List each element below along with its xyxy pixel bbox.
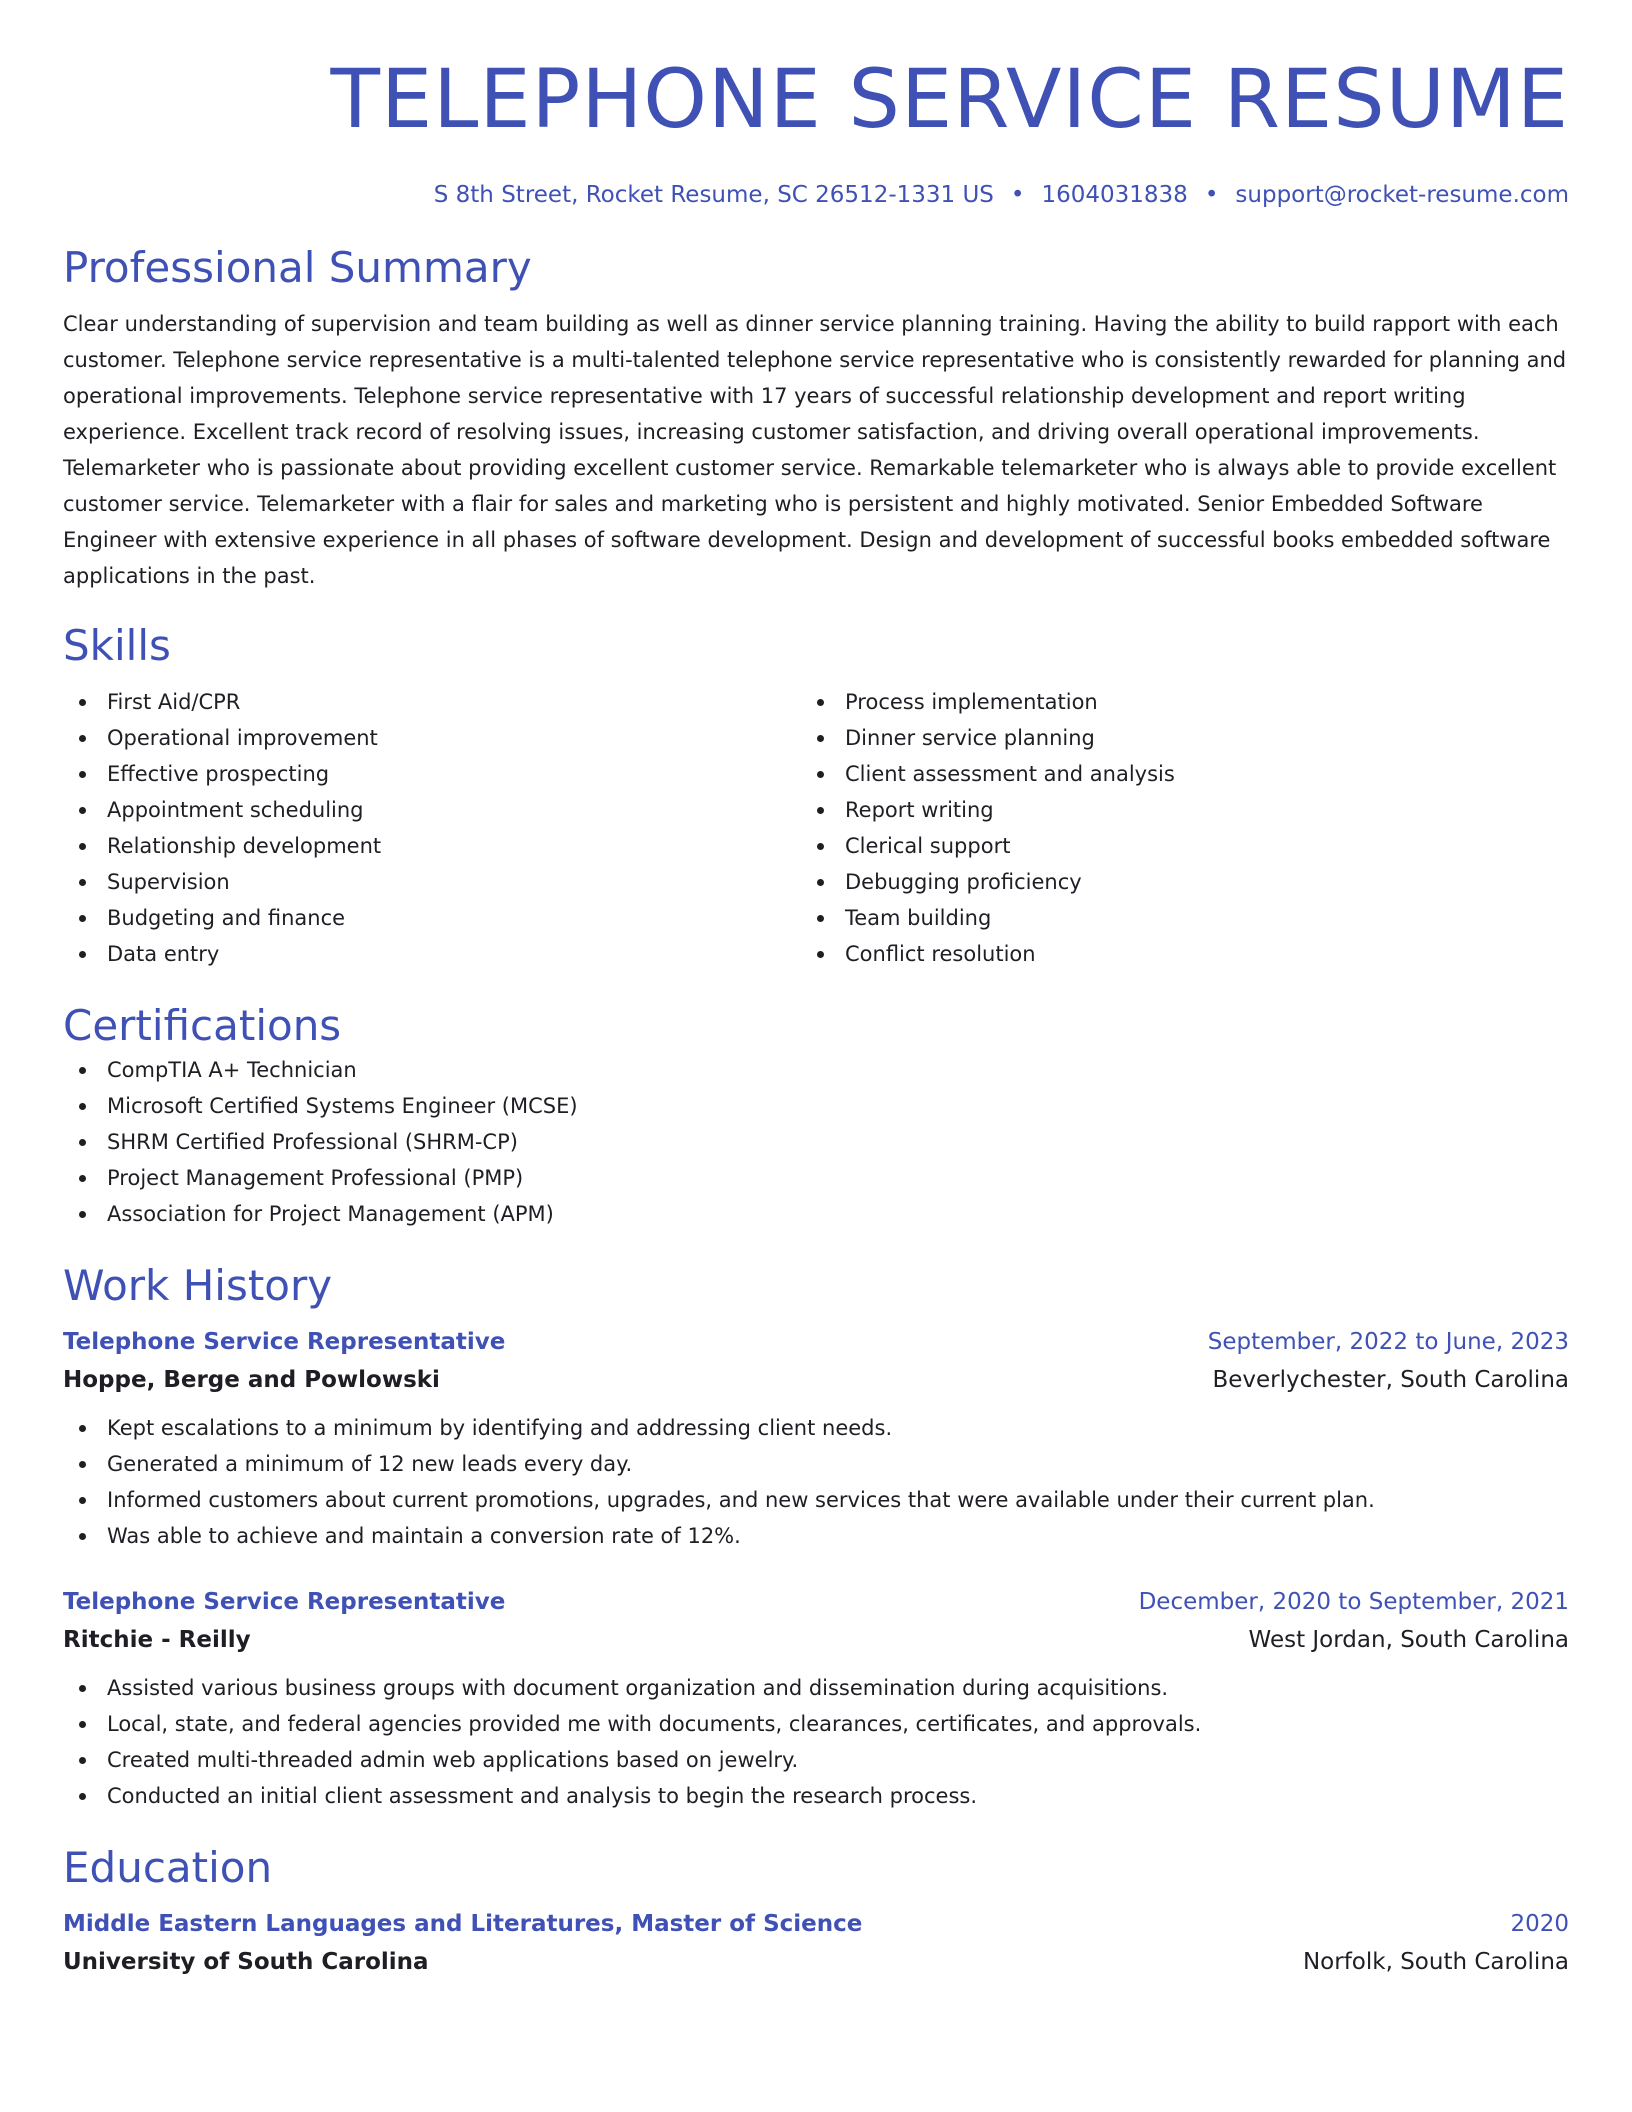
skill-item: Process implementation (801, 684, 1539, 720)
skill-item: Appointment scheduling (63, 792, 801, 828)
job-bullet: Local, state, and federal agencies provided me with documents, clearances, certificates, and approvals. (63, 1706, 1569, 1742)
contact-separator: • (1010, 182, 1025, 208)
contact-phone: 1604031838 (1041, 182, 1188, 208)
certifications-section (63, 1000, 1569, 1232)
certification-item: Project Management Professional (PMP) (63, 1160, 1569, 1196)
skill-item: First Aid/CPR (63, 684, 801, 720)
job-location: West Jordan, South Carolina (1248, 1627, 1569, 1653)
work-history-section (63, 1260, 1569, 1814)
skills-grid (63, 684, 1569, 972)
skill-item: Data entry (63, 936, 801, 972)
job-header-row (63, 1584, 1569, 1620)
job-bullet: Assisted various business groups with document organization and dissemination during acquisitions. (63, 1670, 1569, 1706)
skill-item: Conflict resolution (801, 936, 1539, 972)
education-heading: Education (63, 1843, 273, 1892)
job-bullets (63, 1670, 1569, 1814)
education-school: University of South Carolina (63, 1949, 429, 1975)
skill-item: Operational improvement (63, 720, 801, 756)
certification-item: CompTIA A+ Technician (63, 1052, 1569, 1088)
skills-heading: Skills (63, 621, 171, 670)
skill-item: Supervision (63, 864, 801, 900)
certification-item: Microsoft Certified Systems Engineer (MCSE) (63, 1088, 1569, 1124)
education-location: Norfolk, South Carolina (1302, 1949, 1569, 1975)
job-location: Beverlychester, South Carolina (1212, 1367, 1569, 1393)
summary-heading: Professional Summary (63, 243, 532, 292)
skill-item: Team building (801, 900, 1539, 936)
skills-list-left (63, 684, 801, 972)
job-bullet: Informed customers about current promotions, upgrades, and new services that were available under their current plan. (63, 1482, 1569, 1518)
job-entry (63, 1584, 1569, 1814)
job-bullet: Conducted an initial client assessment and analysis to begin the research process. (63, 1778, 1569, 1814)
skill-item: Budgeting and finance (63, 900, 801, 936)
job-title: Telephone Service Representative (63, 1589, 506, 1615)
education-section (63, 1842, 1569, 1982)
certifications-heading: Certifications (63, 1001, 342, 1050)
skills-section (63, 620, 1569, 972)
job-bullet: Was able to achieve and maintain a conversion rate of 12%. (63, 1518, 1569, 1554)
job-company: Hoppe, Berge and Powlowski (63, 1367, 440, 1393)
summary-section (63, 242, 1569, 594)
education-school-row (63, 1942, 1569, 1982)
job-header-row (63, 1324, 1569, 1360)
job-bullet: Kept escalations to a minimum by identifying and addressing client needs. (63, 1410, 1569, 1446)
work-history-heading: Work History (63, 1261, 333, 1310)
skill-item: Relationship development (63, 828, 801, 864)
job-dates: September, 2022 to June, 2023 (1207, 1329, 1569, 1355)
job-bullet: Created multi-threaded admin web applications based on jewelry. (63, 1742, 1569, 1778)
job-company: Ritchie - Reilly (63, 1627, 251, 1653)
job-bullet: Generated a minimum of 12 new leads every day. (63, 1446, 1569, 1482)
contact-line (63, 180, 1569, 210)
certification-item: SHRM Certified Professional (SHRM-CP) (63, 1124, 1569, 1160)
job-title: Telephone Service Representative (63, 1329, 506, 1355)
resume-title: TELEPHONE SERVICE RESUME (330, 53, 1569, 147)
skill-item: Clerical support (801, 828, 1539, 864)
summary-text: Clear understanding of supervision and team building as well as dinner service planning training. Having the ability to build rapport with each customer. Telephone service representative is a multi-talented telephone service representative who is consistently rewarded for planning and operational improvements. Telephone service representative with 17 years of successful relationship development and report writing experience. Excellent track record of resolving issues, increasing customer satisfaction, and driving overall operational improvements. Telemarketer who is passionate about providing excellent customer service. Remarkable telemarketer who is always able to provide excellent customer service. Telemarketer with a flair for sales and marketing who is persistent and highly motivated. Senior Embedded Software Engineer with extensive experience in all phases of software development. Design and development of successful books embedded software applications in the past. (63, 312, 1567, 588)
job-dates: December, 2020 to September, 2021 (1138, 1589, 1569, 1615)
skill-item: Dinner service planning (801, 720, 1539, 756)
contact-separator: • (1204, 182, 1219, 208)
certification-item: Association for Project Management (APM) (63, 1196, 1569, 1232)
education-degree-row (63, 1906, 1569, 1942)
skills-list-right (801, 684, 1539, 972)
contact-email: support@rocket-resume.com (1235, 182, 1569, 208)
resume-header (63, 52, 1569, 210)
skill-item: Report writing (801, 792, 1539, 828)
skill-item: Debugging proficiency (801, 864, 1539, 900)
education-degree: Middle Eastern Languages and Literatures, Master of Science (63, 1911, 863, 1937)
job-bullets (63, 1410, 1569, 1554)
skill-item: Client assessment and analysis (801, 756, 1539, 792)
job-entry (63, 1324, 1569, 1554)
education-entry (63, 1906, 1569, 1982)
job-company-row (63, 1360, 1569, 1400)
certifications-list (63, 1052, 1569, 1232)
education-year: 2020 (1510, 1911, 1569, 1937)
contact-address: S 8th Street, Rocket Resume, SC 26512-1331 US (433, 182, 994, 208)
skill-item: Effective prospecting (63, 756, 801, 792)
job-company-row (63, 1620, 1569, 1660)
